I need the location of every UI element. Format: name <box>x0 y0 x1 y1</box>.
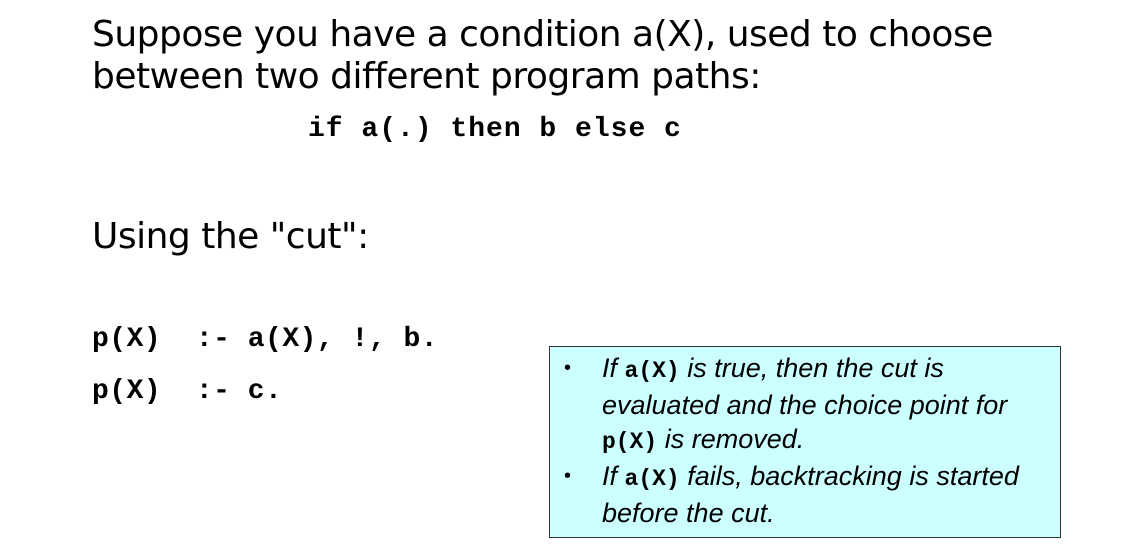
note-bullet-2-suffix: fails, backtracking is started before the cut. <box>602 461 1019 528</box>
note-bullet-2-code-a: a(X) <box>624 466 680 492</box>
using-cut-heading: Using the "cut": <box>92 216 369 257</box>
if-then-else-code: if a(.) then b else c <box>308 114 682 145</box>
intro-text <box>92 14 1072 98</box>
note-bullet-1-code-a: a(X) <box>624 358 680 384</box>
program-clause-2: p(X) :- c. <box>92 376 283 407</box>
note-bullet-1-code-p: p(X) <box>602 429 658 455</box>
explanation-note-box <box>549 346 1061 538</box>
intro-line-2: between two different program paths: <box>92 56 761 97</box>
note-bullet-1-mid: is true, then the cut is evaluated and the choice point for <box>602 353 1008 420</box>
program-clause-1: p(X) :- a(X), !, b. <box>92 324 439 355</box>
note-bullet-2 <box>564 459 1050 530</box>
note-bullet-list <box>564 351 1050 530</box>
note-bullet-1-suffix: is removed. <box>657 424 805 454</box>
note-bullet-1-prefix: If <box>602 353 625 383</box>
note-bullet-1 <box>564 351 1050 459</box>
intro-line-1: Suppose you have a condition a(X), used to choose <box>92 14 993 55</box>
bullet-icon: • <box>564 357 572 379</box>
bullet-icon: • <box>564 465 572 487</box>
note-bullet-2-prefix: If <box>602 461 625 491</box>
